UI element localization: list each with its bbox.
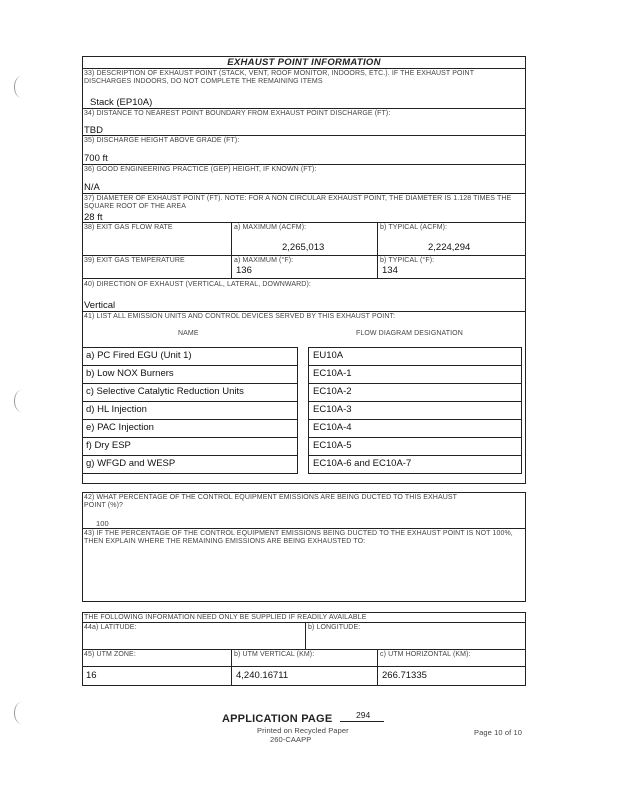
divider: [82, 528, 526, 529]
divider: [231, 255, 232, 278]
utm-horizontal-label: c) UTM HORIZONTAL (KM):: [380, 651, 471, 658]
utm-zone-value[interactable]: 16: [86, 670, 97, 681]
divider: [231, 649, 232, 686]
q34-label: 34) DISTANCE TO NEAREST POINT BOUNDARY FROM EXHAUST POINT DISCHARGE (FT):: [84, 110, 391, 117]
hole-punch-mark: [14, 76, 29, 98]
q41-row-flow[interactable]: EC10A-4: [313, 422, 352, 433]
divider: [82, 193, 526, 194]
application-page-number[interactable]: 294: [356, 710, 371, 720]
q41-row-flow[interactable]: EU10A: [313, 350, 344, 361]
divider: [82, 108, 526, 109]
q41-row-name[interactable]: g) WFGD and WESP: [86, 458, 176, 469]
q38-typ-label: b) TYPICAL (ACFM):: [380, 224, 448, 231]
divider: [305, 622, 306, 649]
q41-row-name[interactable]: d) HL Injection: [86, 404, 147, 415]
divider: [82, 622, 526, 623]
q39-max-label: a) MAXIMUM (°F):: [234, 257, 294, 264]
q41-flow-header: FLOW DIAGRAM DESIGNATION: [356, 330, 463, 337]
form-number: 260-CAAPP: [270, 735, 312, 744]
q43-label: 43) IF THE PERCENTAGE OF THE CONTROL EQUIPMENT EMISSIONS BEING DUCTED TO THE EXHAUST POINT IS NOT 100%, THEN EXPLAIN WHERE THE REMAINING EMISSIONS ARE BEING EXHAUSTED TO:: [84, 530, 513, 545]
divider: [82, 255, 526, 256]
q42-value[interactable]: 100: [96, 519, 109, 528]
hole-punch-mark: [14, 702, 29, 724]
divider: [82, 135, 526, 136]
q37-value[interactable]: 28 ft: [84, 212, 103, 223]
longitude-label: b) LONGITUDE:: [308, 624, 361, 631]
utm-horizontal-value[interactable]: 266.71335: [382, 670, 427, 681]
divider: [82, 649, 526, 650]
q35-value[interactable]: 700 ft: [84, 153, 108, 164]
utm-zone-label: 45) UTM ZONE:: [84, 651, 136, 658]
page-of: Page 10 of 10: [474, 728, 523, 737]
page-number-underline: [340, 721, 384, 722]
form-title: EXHAUST POINT INFORMATION: [227, 57, 381, 68]
q41-row-name[interactable]: b) Low NOX Burners: [86, 368, 174, 379]
divider: [377, 649, 378, 686]
q41-row-name[interactable]: e) PAC Injection: [86, 422, 154, 433]
q38-typ-value[interactable]: 2,224,294: [428, 242, 471, 253]
q39-label: 39) EXIT GAS TEMPERATURE: [84, 257, 185, 264]
hole-punch-mark: [14, 390, 29, 412]
q41-row-flow[interactable]: EC10A-1: [313, 368, 352, 379]
utm-vertical-value[interactable]: 4,240.16711: [236, 670, 289, 681]
q39-typ-label: b) TYPICAL (°F):: [380, 257, 435, 264]
recycled-paper-note: Printed on Recycled Paper: [257, 726, 349, 735]
divider: [82, 222, 526, 223]
divider: [82, 666, 526, 667]
q39-typ-value[interactable]: 134: [382, 265, 398, 276]
divider: [377, 255, 378, 278]
q33-label: 33) DESCRIPTION OF EXHAUST POINT (STACK, VENT, ROOF MONITOR, INDOORS, ETC.). IF THE EXHAUST POINT DISCHARGES INDOORS, DO NOT COMPLETE THE REMAINING ITEMS: [84, 70, 474, 85]
q40-label: 40) DIRECTION OF EXHAUST (VERTICAL, LATERAL, DOWNWARD):: [84, 281, 311, 288]
q41-row-flow[interactable]: EC10A-6 and EC10A-7: [313, 458, 412, 469]
q37-label: 37) DIAMETER OF EXHAUST POINT (FT). NOTE: FOR A NON CIRCULAR EXHAUST POINT, THE DIAMETER IS 1.128 TIMES THE SQUARE ROOT OF THE AREA: [84, 195, 512, 210]
application-page-label: APPLICATION PAGE: [222, 713, 333, 725]
divider: [82, 164, 526, 165]
divider: [377, 222, 378, 255]
q41-name-header: NAME: [178, 330, 199, 337]
q40-value[interactable]: Vertical: [84, 300, 116, 311]
q39-max-value[interactable]: 136: [236, 265, 252, 276]
q34-value[interactable]: TBD: [84, 125, 103, 136]
q41-row-flow[interactable]: EC10A-3: [313, 404, 352, 415]
latitude-label: 44a) LATITUDE:: [84, 624, 137, 631]
utm-vertical-label: b) UTM VERTICAL (KM):: [234, 651, 315, 658]
q38-max-label: a) MAXIMUM (ACFM):: [234, 224, 307, 231]
q36-value[interactable]: N/A: [84, 182, 100, 193]
divider: [82, 278, 526, 279]
q41-row-name[interactable]: a) PC Fired EGU (Unit 1): [86, 350, 192, 361]
q38-label: 38) EXIT GAS FLOW RATE: [84, 224, 173, 231]
divider: [82, 311, 526, 312]
q41-row-name[interactable]: c) Selective Catalytic Reduction Units: [86, 386, 244, 397]
location-note: THE FOLLOWING INFORMATION NEED ONLY BE SUPPLIED IF READILY AVAILABLE: [84, 614, 367, 621]
q36-label: 36) GOOD ENGINEERING PRACTICE (GEP) HEIGHT, IF KNOWN (FT):: [84, 166, 317, 173]
divider: [231, 222, 232, 255]
q41-row-name[interactable]: f) Dry ESP: [86, 440, 131, 451]
q41-row-flow[interactable]: EC10A-2: [313, 386, 352, 397]
q41-row-flow[interactable]: EC10A-5: [313, 440, 352, 451]
q41-label: 41) LIST ALL EMISSION UNITS AND CONTROL DEVICES SERVED BY THIS EXHAUST POINT:: [84, 313, 396, 320]
q35-label: 35) DISCHARGE HEIGHT ABOVE GRADE (FT):: [84, 137, 240, 144]
divider: [82, 68, 526, 69]
q33-value[interactable]: Stack (EP10A): [90, 97, 153, 108]
q38-max-value[interactable]: 2,265,013: [282, 242, 325, 253]
q42-label: 42) WHAT PERCENTAGE OF THE CONTROL EQUIPMENT EMISSIONS ARE BEING DUCTED TO THIS EXHAUST POINT (%)?: [84, 494, 457, 509]
